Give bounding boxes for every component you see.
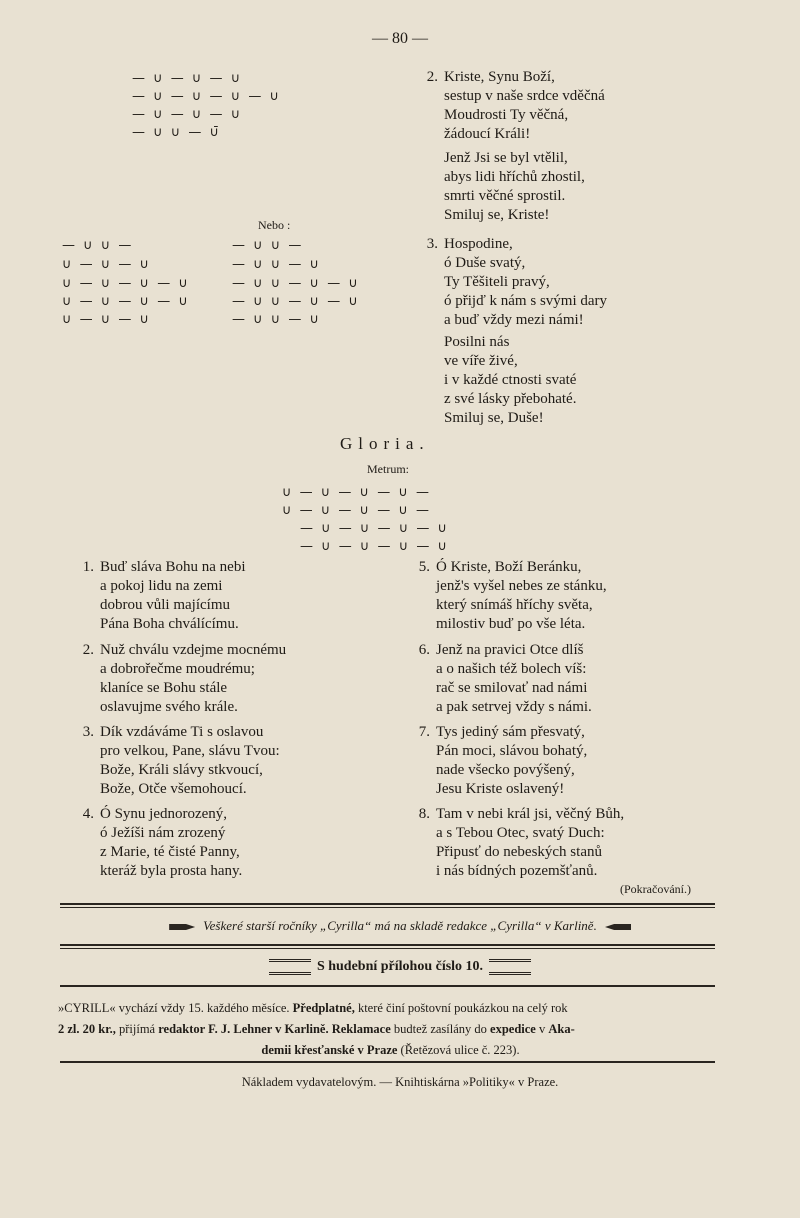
divider-rule (60, 948, 715, 949)
gloria-stanza-6 (408, 641, 592, 717)
footer-text: které činí poštovní poukázkou na celý rok (354, 1001, 568, 1015)
archive-notice-text: Veškeré starší ročníky „Cyrilla“ má na skladě redakce „Cyrilla“ v Karlině. (203, 918, 597, 933)
stanza-number: 3. (426, 236, 438, 252)
verse-line: rač se smilovať nad námi (436, 680, 588, 696)
stanza-number: 6. (418, 642, 430, 658)
verse-line: Ó Synu jednorozený, (100, 806, 228, 822)
page-number: — 80 — (372, 30, 428, 47)
verse-line: a s Tebou Otec, svatý Duch: (436, 825, 605, 841)
verse-line: Tys jediný sám přesvatý, (436, 724, 585, 740)
footer-text: Aka- (548, 1022, 575, 1036)
footer-text: (Řetězová ulice č. 223). (397, 1043, 520, 1057)
gloria-meter-4: — ∪ — ∪ — ∪ — ∪ (300, 539, 449, 554)
divider-rule (60, 903, 715, 905)
archive-notice (105, 918, 695, 934)
verse-line: jenž's vyšel nebes ze stánku, (436, 578, 607, 594)
footer-text: expedice (490, 1022, 536, 1036)
verse-line: Tam v nebi král jsi, věčný Bůh, (436, 806, 625, 822)
verse-line: Dík vzdáváme Ti s oslavou (100, 724, 264, 740)
divider-rule (60, 1061, 715, 1063)
stanza-number: 1. (82, 559, 94, 575)
verse-line: Pána Boha chválícímu. (100, 616, 239, 632)
divider-rule (60, 907, 715, 908)
verse-line: a pak setrvej vždy s námi. (436, 699, 592, 715)
verse-line: milostiv buď po vše léta. (436, 616, 586, 632)
verse-line: Kriste, Synu Boží, (444, 69, 555, 85)
verse-line: Jenž Jsi se byl vtělil, (444, 150, 568, 166)
verse-line: i v každé ctnosti svaté (444, 372, 577, 388)
verse-line: Hospodine, (444, 236, 513, 252)
footer-text: redaktor F. J. Lehner v Karlině. (158, 1022, 329, 1036)
meter-right-3: — ∪ ∪ — ∪ — ∪ (232, 276, 360, 291)
verse-line: Nuž chválu vzdejme mocnému (100, 642, 287, 658)
footer-text: 15. každého měsíce. (188, 1001, 293, 1015)
verse-line: sestup v naše srdce vděčná (444, 88, 605, 104)
metrum-label: Metrum: (367, 462, 409, 476)
stanza-3-top (416, 235, 607, 330)
meter-left-5: ∪ — ∪ — ∪ (62, 312, 152, 327)
stanza-number: 2. (426, 69, 438, 85)
verse-line: klaníce se Bohu stále (100, 680, 228, 696)
stanza-3-cont (416, 333, 576, 428)
stanza-number: 5. (418, 559, 430, 575)
verse-line: Smiluj se, Duše! (444, 410, 544, 426)
verse-line: který snímáš hříchy světa, (436, 597, 593, 613)
verse-line: dobrou vůli majícímu (100, 597, 230, 613)
verse-line: Pán moci, slávou bohatý, (436, 743, 588, 759)
verse-line: i nás bídných pozemšťanů. (436, 863, 598, 879)
verse-line: Bože, Otče všemohoucí. (100, 781, 247, 797)
meter-left-3: ∪ — ∪ — ∪ — ∪ (62, 276, 190, 291)
verse-line: ó Ježíši nám zrozený (100, 825, 226, 841)
nebo-label: Nebo : (258, 218, 291, 232)
gloria-stanza-8 (408, 805, 624, 881)
verse-line: Ty Těšiteli pravý, (444, 274, 550, 290)
verse-line: Ó Kriste, Boží Beránku, (436, 559, 582, 575)
gloria-title: Gloria. (340, 434, 430, 453)
gloria-meter-3: — ∪ — ∪ — ∪ — ∪ (300, 521, 449, 536)
verse-line: kteráž byla prosta hany. (100, 863, 243, 879)
gloria-meter-1: ∪ — ∪ — ∪ — ∪ — (282, 485, 431, 500)
meter-top-2: — ∪ — ∪ — ∪ — ∪ (132, 89, 281, 104)
verse-line: ó Duše svatý, (444, 255, 526, 271)
verse-line: ó přijď k nám s svými dary (444, 293, 608, 309)
pointing-hand-icon (169, 922, 195, 932)
divider-rule (60, 985, 715, 987)
verse-line: a dobrořečme moudrému; (100, 661, 255, 677)
verse-line: žádoucí Králi! (444, 126, 531, 142)
subscription-info (58, 998, 723, 1061)
double-bar-ornament (269, 959, 311, 975)
verse-line: Buď sláva Bohu na nebi (100, 559, 246, 575)
publisher-line: Nákladem vydavatelovým. — Knihtiskárna »Politiky« v Praze. (241, 1075, 559, 1089)
footer-text: »CYRILL« vychází vždy (58, 1001, 189, 1015)
verse-line: a pokoj lidu na zemi (100, 578, 223, 594)
verse-line: ve víře živé, (444, 353, 518, 369)
meter-left-2: ∪ — ∪ — ∪ (62, 257, 152, 272)
verse-line: oslavujme svého krále. (100, 699, 238, 715)
verse-line: smrti věčné sprostil. (444, 188, 566, 204)
pointing-hand-icon (605, 922, 631, 932)
footer-text: 2 zl. 20 kr., (58, 1022, 116, 1036)
verse-line: z své lásky přebohaté. (444, 391, 577, 407)
gloria-stanza-2 (72, 641, 286, 717)
footer-text: demii křesťanské v Praze (261, 1043, 398, 1057)
meter-right-2: — ∪ ∪ — ∪ (232, 257, 322, 272)
verse-line: Bože, Králi slávy stkvoucí, (100, 762, 263, 778)
meter-right-4: — ∪ ∪ — ∪ — ∪ (232, 294, 360, 309)
gloria-stanza-4 (72, 805, 242, 881)
divider-rule (60, 944, 715, 946)
footer-text: v (535, 1022, 549, 1036)
stanza-number: 4. (82, 806, 94, 822)
supplement-text: S hudební přílohou číslo 10. (316, 959, 484, 975)
verse-line: Smiluj se, Kriste! (444, 207, 550, 223)
verse-line: Připusť do nebeských stanů (436, 844, 602, 860)
verse-line: Jesu Kriste oslavený! (436, 781, 565, 797)
footer-text: Předplatné, (292, 1001, 355, 1015)
gloria-stanza-5 (408, 558, 607, 634)
verse-line: pro velkou, Pane, slávu Tvou: (100, 743, 280, 759)
verse-line: Moudrosti Ty věčná, (444, 107, 569, 123)
verse-line: Jenž na pravici Otce dlíš (436, 642, 584, 658)
meter-right-1: — ∪ ∪ — (232, 238, 304, 253)
gloria-stanza-7 (408, 723, 587, 799)
verse-line: a o našich též bolech víš: (436, 661, 587, 677)
meter-top-1: — ∪ — ∪ — ∪ (132, 71, 243, 86)
verse-line: Posilni nás (444, 334, 510, 350)
stanza-2-top (416, 68, 605, 144)
stanza-number: 2. (82, 642, 94, 658)
footer-text: přijímá (115, 1022, 159, 1036)
verse-line: a buď vždy mezi námi! (444, 312, 584, 328)
gloria-stanza-1 (72, 558, 246, 634)
meter-left-1: — ∪ ∪ — (62, 238, 134, 253)
stanza-number: 3. (82, 724, 94, 740)
stanza-number: 7. (418, 724, 430, 740)
meter-top-3: — ∪ — ∪ — ∪ (132, 107, 243, 122)
gloria-stanza-3 (72, 723, 280, 799)
double-bar-ornament (489, 959, 531, 975)
stanza-number: 8. (418, 806, 430, 822)
verse-line: abys lidi hříchů zhostil, (444, 169, 585, 185)
supplement-line (0, 959, 800, 975)
footer-text: budtež zasílány do (390, 1022, 491, 1036)
continued-note: (Pokračování.) (620, 882, 691, 896)
stanza-2-cont (416, 149, 585, 225)
verse-line: nade všecko povýšený, (436, 762, 575, 778)
footer-text: Reklamace (331, 1022, 391, 1036)
meter-right-5: — ∪ ∪ — ∪ (232, 312, 322, 327)
meter-left-4: ∪ — ∪ — ∪ — ∪ (62, 294, 190, 309)
meter-top-4: — ∪ ∪ — ∪̄ (132, 125, 222, 140)
verse-line: z Marie, té čisté Panny, (100, 844, 240, 860)
gloria-meter-2: ∪ — ∪ — ∪ — ∪ — (282, 503, 431, 518)
